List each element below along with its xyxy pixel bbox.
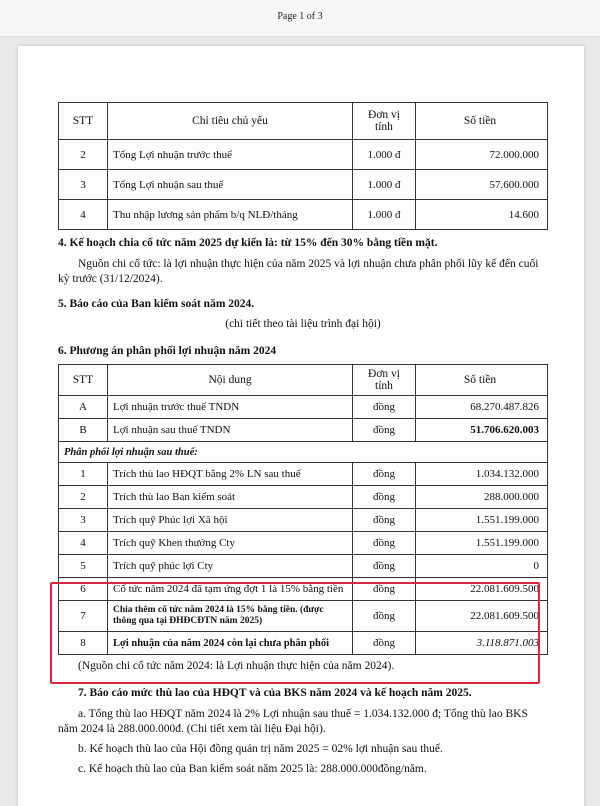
table-row	[59, 463, 548, 486]
table-row	[59, 140, 548, 170]
cell-unit: đồng	[353, 578, 416, 601]
cell-item: Chia thêm cổ tức năm 2024 là 15% bằng tiền. (được thông qua tại ĐHĐCĐTN năm 2025)	[108, 601, 353, 632]
cell-stt: B	[59, 419, 108, 442]
cell-item: Trích quỹ Khen thưởng Cty	[108, 532, 353, 555]
cell-stt: 6	[59, 578, 108, 601]
cell-stt: 5	[59, 555, 108, 578]
col-header-stt: STT	[59, 365, 108, 396]
cell-unit: đồng	[353, 632, 416, 655]
targets-table	[58, 102, 548, 230]
cell-amount: 22.081.609.500	[416, 578, 548, 601]
cell-amount: 72.000.000	[416, 140, 548, 170]
section-7-item-c: c. Kế hoạch thù lao của Ban kiểm soát năm 2025 là: 288.000.000đồng/năm.	[78, 763, 427, 775]
cell-stt: 3	[59, 509, 108, 532]
col-header-amount: Số tiền	[416, 365, 548, 396]
cell-item: Lợi nhuận của năm 2024 còn lại chưa phân phối	[108, 632, 353, 655]
section-7-item-b: b. Kế hoạch thù lao của Hội đồng quản trị năm 2025 = 02% lợi nhuận sau thuế.	[78, 743, 443, 755]
cell-unit: 1.000 đ	[353, 140, 416, 170]
cell-stt: 4	[59, 200, 108, 230]
cell-stt: 7	[59, 601, 108, 632]
cell-amount: 288.000.000	[416, 486, 548, 509]
cell-amount: 57.600.000	[416, 170, 548, 200]
cell-unit: đồng	[353, 555, 416, 578]
document-content	[58, 102, 548, 777]
table-row	[59, 532, 548, 555]
section-5-heading: 5. Báo cáo của Ban kiểm soát năm 2024.	[58, 298, 255, 310]
col-header-unit: Đơn vị tính	[353, 103, 416, 140]
page-header: Page 1 of 3	[0, 0, 600, 37]
document-page	[18, 46, 584, 806]
cell-amount: 1.034.132.000	[416, 463, 548, 486]
col-header-amount: Số tiền	[416, 103, 548, 140]
cell-unit: đồng	[353, 419, 416, 442]
cell-amount: 3.118.871.003	[416, 632, 548, 655]
table-row	[59, 578, 548, 601]
table-header-row	[59, 103, 548, 140]
cell-stt: 2	[59, 486, 108, 509]
cell-item: Lợi nhuận sau thuế TNDN	[108, 419, 353, 442]
section-5-note: (chi tiết theo tài liệu trình đại hội)	[225, 318, 381, 330]
cell-stt: 3	[59, 170, 108, 200]
cell-unit: 1.000 đ	[353, 170, 416, 200]
distribution-subheader: Phân phối lợi nhuận sau thuế:	[59, 442, 548, 463]
profit-distribution-table	[58, 364, 548, 655]
cell-unit: đồng	[353, 486, 416, 509]
cell-amount: 1.551.199.000	[416, 532, 548, 555]
section-7-heading: 7. Báo cáo mức thù lao của HĐQT và của BKS năm 2024 và kế hoạch năm 2025.	[78, 687, 472, 699]
table-row	[59, 601, 548, 632]
table-row	[59, 509, 548, 532]
dividend-source-footnote: (Nguồn chi cổ tức năm 2024: là Lợi nhuận thực hiện của năm 2024).	[78, 660, 395, 672]
section-4-heading: 4. Kế hoạch chia cổ tức năm 2025 dự kiến là: từ 15% đến 30% bằng tiền mặt.	[58, 237, 438, 249]
col-header-content: Nội dung	[108, 365, 353, 396]
table-row	[59, 396, 548, 419]
col-header-stt: STT	[59, 103, 108, 140]
section-4-text: Nguồn chi cổ tức: là lợi nhuận thực hiện của năm 2025 và lợi nhuận chưa phân phối lũy kế đến cuối kỳ trước (31/12/2024).	[58, 258, 539, 285]
cell-unit: đồng	[353, 509, 416, 532]
table-row	[59, 486, 548, 509]
col-header-item: Chỉ tiêu chủ yếu	[108, 103, 353, 140]
cell-stt: 1	[59, 463, 108, 486]
cell-unit: đồng	[353, 463, 416, 486]
cell-stt: 2	[59, 140, 108, 170]
cell-item: Trích quỹ Phúc lợi Xã hội	[108, 509, 353, 532]
cell-amount: 14.600	[416, 200, 548, 230]
cell-stt: 8	[59, 632, 108, 655]
cell-item: Lợi nhuận trước thuế TNDN	[108, 396, 353, 419]
table-row	[59, 555, 548, 578]
table-row	[59, 419, 548, 442]
col-header-unit: Đơn vị tính	[353, 365, 416, 396]
cell-item: Thu nhập lương sản phẩm b/q NLĐ/tháng	[108, 200, 353, 230]
cell-item: Trích thù lao HĐQT bằng 2% LN sau thuế	[108, 463, 353, 486]
cell-item: Cổ tức năm 2024 đã tạm ứng đợt 1 là 15% bằng tiền	[108, 578, 353, 601]
cell-amount: 68.270.487.826	[416, 396, 548, 419]
cell-item: Tổng Lợi nhuận sau thuế	[108, 170, 353, 200]
cell-unit: đồng	[353, 396, 416, 419]
cell-unit: đồng	[353, 601, 416, 632]
cell-stt: 4	[59, 532, 108, 555]
table-row	[59, 200, 548, 230]
cell-unit: đồng	[353, 532, 416, 555]
table-row	[59, 170, 548, 200]
cell-amount: 22.081.609.500	[416, 601, 548, 632]
cell-amount: 0	[416, 555, 548, 578]
table-row	[59, 632, 548, 655]
section-7-item-a: a. Tổng thù lao HĐQT năm 2024 là 2% Lợi nhuận sau thuế = 1.034.132.000 đ; Tổng thù lao BKS năm 2024 là 288.000.000đ. (Chi tiết xem tài liệu Đại hội).	[58, 708, 528, 735]
cell-item: Trích quỹ phúc lợi Cty	[108, 555, 353, 578]
cell-amount: 51.706.620.003	[416, 419, 548, 442]
table-header-row	[59, 365, 548, 396]
section-6-heading: 6. Phương án phân phối lợi nhuận năm 2024	[58, 345, 277, 357]
table-subheader-row	[59, 442, 548, 463]
cell-stt: A	[59, 396, 108, 419]
cell-item: Tổng Lợi nhuận trước thuế	[108, 140, 353, 170]
cell-item: Trích thù lao Ban kiểm soát	[108, 486, 353, 509]
cell-amount: 1.551.199.000	[416, 509, 548, 532]
cell-unit: 1.000 đ	[353, 200, 416, 230]
